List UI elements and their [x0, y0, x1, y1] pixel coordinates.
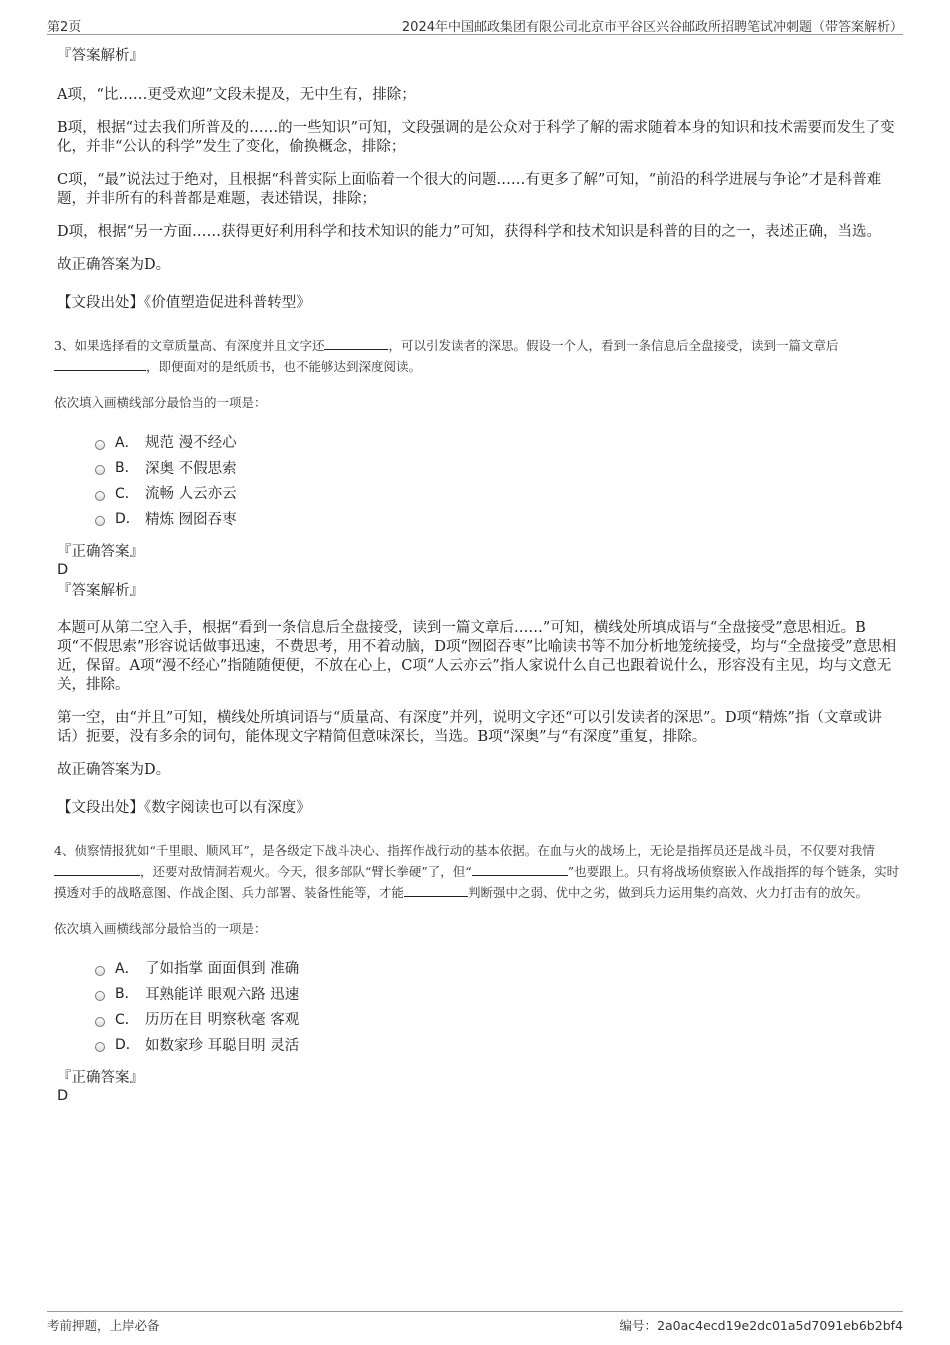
q3-analysis-paragraph: 本题可从第二空入手，根据“看到一条信息后全盘接受，读到一篇文章后……”可知，横线处所填成语与“全盘接受”意思相近。B项“不假思索”形容说话做事迅速，不费思考，用不着动脑，D项“囫囵吞枣”比喻读书等不加分析地笼统接受，均与“全盘接受”意思相近，保留。A项“漫不经心”指随随便便，不放在心上，C项“人云亦云”指人家说什么自己也跟着说什么，形容没有主见，均与文意无关，排除。 [57, 620, 897, 693]
radio-icon[interactable] [95, 1042, 105, 1052]
document-code: 编号：2a0ac4ecd19e2dc01a5d7091eb6b2bf4 [619, 1318, 903, 1333]
q3-blank-2 [54, 356, 146, 371]
page-content [54, 46, 900, 1107]
q4-option-b[interactable]: B． 耳熟能详 眼观六路 迅速 [95, 981, 900, 1007]
q2-analysis-paragraph: C项，“最”说法过于绝对，且根据“科普实际上面临着一个很大的问题……有更多了解”可知，“前沿的科学进展与争论”才是科普难题，并非所有的科普都是难题，表述错误，排除； [57, 172, 882, 207]
q4-instruction: 依次填入画横线部分最恰当的一项是： [54, 921, 267, 936]
q2-source: 【文段出处】《价值塑造促进科普转型》 [57, 295, 311, 311]
page-header [47, 14, 903, 35]
q4-option-a[interactable]: A． 了如指掌 面面俱到 准确 [95, 955, 900, 981]
q3-conclusion: 故正确答案为D。 [57, 762, 171, 778]
radio-icon[interactable] [95, 1017, 105, 1027]
q4-option-d[interactable]: D． 如数家珍 耳聪目明 灵活 [95, 1032, 900, 1058]
q4-blank-3 [404, 882, 468, 897]
page-footer [47, 1311, 903, 1336]
document-title: 2024年中国邮政集团有限公司北京市平谷区兴谷邮政所招聘笔试冲刺题（带答案解析） [401, 20, 903, 35]
radio-icon[interactable] [95, 966, 105, 976]
q2-analysis-paragraph: D项，根据“另一方面……获得更好利用科学和技术知识的能力”可知，获得科学和技术知识是科普的目的之一，表述正确，当选。 [57, 224, 881, 240]
q4-blank-1 [54, 861, 140, 876]
q3-analysis-paragraph: 第一空，由“并且”可知，横线处所填词语与“质量高、有深度”并列，说明文字还“可以引发读者的深思”。D项“精炼”指（文章或讲话）扼要，没有多余的词句，能体现文字精简但意味深长，当选。B项“深奥”与“有深度”重复，排除。 [57, 710, 882, 745]
q3-option-a[interactable]: A． 规范 漫不经心 [95, 429, 900, 455]
q2-analysis-paragraph: A项，“比……更受欢迎”文段未提及，无中生有，排除； [57, 87, 416, 103]
q3-correct-label: 『正确答案』 [57, 544, 144, 560]
q4-correct-label: 『正确答案』 [57, 1070, 144, 1086]
q4-blank-2 [472, 861, 568, 876]
q3-option-b[interactable]: B． 深奥 不假思索 [95, 455, 900, 481]
q2-analysis-paragraph: B项，根据“过去我们所普及的……的一些知识”可知，文段强调的是公众对于科学了解的需求随着本身的知识和技术需要而发生了变化，并非“公认的科学”发生了变化，偷换概念，排除； [57, 120, 895, 155]
q4-options [95, 955, 900, 1057]
q4-correct-answer: D [57, 1088, 69, 1104]
radio-icon[interactable] [95, 991, 105, 1001]
q4-question-text: 4、侦察情报犹如“千里眼、顺风耳”，是各级定下战斗决心、指挥作战行动的基本依据。在血与火的战场上，无论是指挥员还是战斗员，不仅要对我情，还要对敌情洞若观火。今天，很多部队“臂长拳硬”了，但“ ”也要跟上。只有将战场侦察嵌入作战指挥的每个链条，实时摸透对手的战略意图、作战企图、兵力部署、装备性能等，才能 判断强中之弱、优中之劣，做到兵力运用集约高效、火力打击有的放矢。 [54, 843, 900, 900]
radio-icon[interactable] [95, 440, 105, 450]
q2-conclusion: 故正确答案为D。 [57, 257, 171, 273]
q3-option-c[interactable]: C． 流畅 人云亦云 [95, 480, 900, 506]
q3-options [95, 429, 900, 531]
q3-correct-answer: D [57, 562, 69, 578]
q3-option-d[interactable]: D． 精炼 囫囵吞枣 [95, 506, 900, 532]
radio-icon[interactable] [95, 516, 105, 526]
page-number: 第2页 [47, 20, 82, 35]
q3-source: 【文段出处】《数字阅读也可以有深度》 [57, 800, 311, 816]
footer-slogan: 考前押题，上岸必备 [47, 1318, 160, 1333]
radio-icon[interactable] [95, 465, 105, 475]
q3-question-text: 3、如果选择看的文章质量高、有深度并且文字还 ，可以引发读者的深思。假设一个人，看到一条信息后全盘接受，读到一篇文章后，即便面对的是纸质书，也不能够达到深度阅读。 [54, 335, 900, 377]
q3-blank-1 [324, 335, 388, 350]
q4-option-c[interactable]: C． 历历在目 明察秋毫 客观 [95, 1006, 900, 1032]
radio-icon[interactable] [95, 491, 105, 501]
q2-analysis-label: 『答案解析』 [57, 48, 144, 64]
q3-analysis-label: 『答案解析』 [57, 583, 144, 599]
q3-instruction: 依次填入画横线部分最恰当的一项是： [54, 395, 267, 410]
